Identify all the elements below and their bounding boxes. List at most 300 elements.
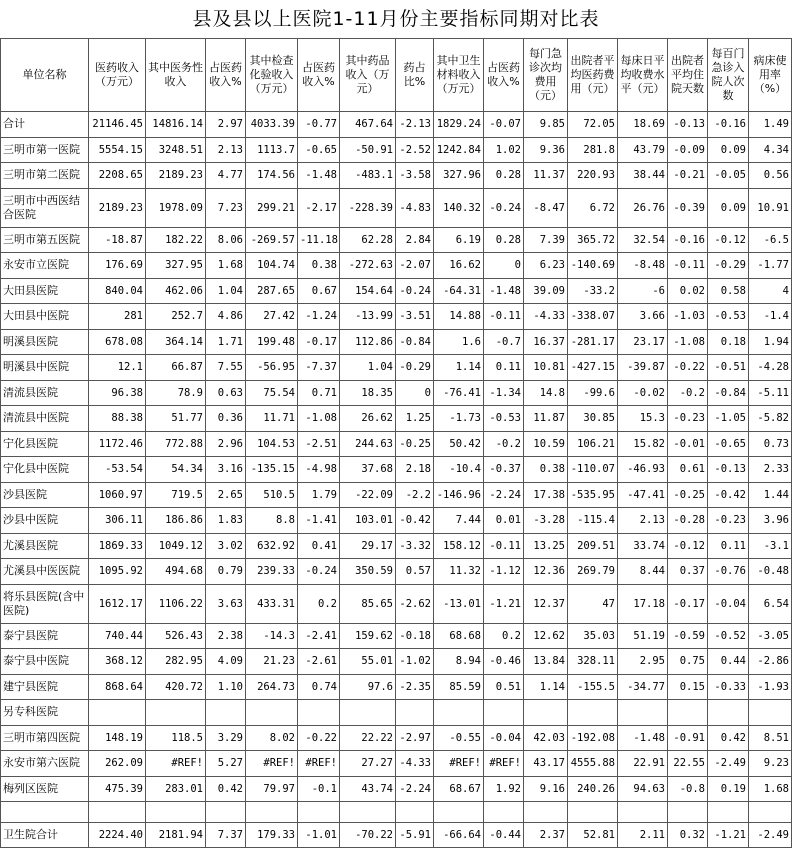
- value-cell: 209.51: [568, 533, 618, 559]
- value-cell: 8.94: [434, 649, 484, 675]
- value-cell: 5.27: [206, 751, 246, 777]
- value-cell: -0.65: [298, 137, 340, 163]
- value-cell: 368.12: [89, 649, 146, 675]
- value-cell: 7.55: [206, 355, 246, 381]
- value-cell: 264.73: [246, 674, 298, 700]
- unit-name: 永安市立医院: [1, 253, 89, 279]
- value-cell: 118.5: [146, 725, 206, 751]
- value-cell: -4.83: [396, 188, 434, 227]
- value-cell: 4.34: [749, 137, 792, 163]
- value-cell: -10.4: [434, 457, 484, 483]
- value-cell: 1.14: [434, 355, 484, 381]
- value-cell: -99.6: [568, 380, 618, 406]
- value-cell: -0.21: [668, 163, 708, 189]
- value-cell: -3.1: [749, 533, 792, 559]
- value-cell: 51.19: [618, 623, 668, 649]
- value-cell: -0.25: [668, 482, 708, 508]
- value-cell: [668, 700, 708, 726]
- value-cell: 740.44: [89, 623, 146, 649]
- column-header: 占医药收入%: [206, 39, 246, 112]
- table-row: [1, 751, 792, 777]
- value-cell: 4: [749, 278, 792, 304]
- value-cell: -3.05: [749, 623, 792, 649]
- value-cell: 27.42: [246, 304, 298, 330]
- empty-cell: [396, 802, 434, 823]
- table-row: [1, 533, 792, 559]
- table-row: [1, 559, 792, 585]
- empty-cell: [89, 802, 146, 823]
- value-cell: -2.49: [708, 751, 749, 777]
- value-cell: -1.48: [484, 278, 524, 304]
- table-row: [1, 623, 792, 649]
- value-cell: 3.29: [206, 725, 246, 751]
- value-cell: 7.39: [524, 227, 568, 253]
- value-cell: -0.16: [708, 112, 749, 138]
- value-cell: 1.04: [340, 355, 396, 381]
- value-cell: 23.17: [618, 329, 668, 355]
- value-cell: -3.58: [396, 163, 434, 189]
- comparison-table: [0, 38, 792, 848]
- value-cell: 6.19: [434, 227, 484, 253]
- value-cell: -1.08: [298, 406, 340, 432]
- value-cell: 0.44: [708, 649, 749, 675]
- value-cell: -1.48: [298, 163, 340, 189]
- value-cell: -0.09: [668, 137, 708, 163]
- value-cell: -192.08: [568, 725, 618, 751]
- value-cell: 420.72: [146, 674, 206, 700]
- column-header: 占医药收入%: [298, 39, 340, 112]
- value-cell: 2208.65: [89, 163, 146, 189]
- spacer-row: [1, 802, 792, 823]
- value-cell: -0.7: [484, 329, 524, 355]
- value-cell: -33.2: [568, 278, 618, 304]
- value-cell: 186.86: [146, 508, 206, 534]
- value-cell: 51.77: [146, 406, 206, 432]
- unit-name: 宁化县中医院: [1, 457, 89, 483]
- value-cell: 3.02: [206, 533, 246, 559]
- value-cell: 4555.88: [568, 751, 618, 777]
- value-cell: -0.13: [708, 457, 749, 483]
- empty-cell: [1, 802, 89, 823]
- value-cell: 10.59: [524, 431, 568, 457]
- value-cell: -272.63: [340, 253, 396, 279]
- value-cell: -70.22: [340, 823, 396, 848]
- value-cell: 433.31: [246, 584, 298, 623]
- value-cell: -146.96: [434, 482, 484, 508]
- value-cell: -2.62: [396, 584, 434, 623]
- value-cell: 0.61: [668, 457, 708, 483]
- value-cell: -0.52: [708, 623, 749, 649]
- value-cell: -0.05: [708, 163, 749, 189]
- value-cell: 47: [568, 584, 618, 623]
- value-cell: -1.34: [484, 380, 524, 406]
- value-cell: 21146.45: [89, 112, 146, 138]
- value-cell: #REF!: [246, 751, 298, 777]
- value-cell: 0.38: [298, 253, 340, 279]
- value-cell: -0.18: [396, 623, 434, 649]
- value-cell: 306.11: [89, 508, 146, 534]
- value-cell: -0.2: [668, 380, 708, 406]
- value-cell: -1.48: [618, 725, 668, 751]
- value-cell: -0.16: [668, 227, 708, 253]
- unit-name: 大田县中医院: [1, 304, 89, 330]
- value-cell: 4.86: [206, 304, 246, 330]
- table-row: [1, 482, 792, 508]
- value-cell: 104.74: [246, 253, 298, 279]
- value-cell: 281: [89, 304, 146, 330]
- value-cell: -11.18: [298, 227, 340, 253]
- table-row: [1, 700, 792, 726]
- value-cell: 262.09: [89, 751, 146, 777]
- value-cell: -0.8: [668, 776, 708, 802]
- value-cell: -0.2: [484, 431, 524, 457]
- value-cell: 14.8: [524, 380, 568, 406]
- value-cell: 1242.84: [434, 137, 484, 163]
- value-cell: 43.17: [524, 751, 568, 777]
- column-header: 每门急诊次均费用（元）: [524, 39, 568, 112]
- value-cell: 240.26: [568, 776, 618, 802]
- value-cell: -0.55: [434, 725, 484, 751]
- value-cell: 0.56: [749, 163, 792, 189]
- value-cell: -0.04: [708, 584, 749, 623]
- value-cell: 9.36: [524, 137, 568, 163]
- value-cell: [749, 700, 792, 726]
- value-cell: 3.16: [206, 457, 246, 483]
- unit-name: 三明市第五医院: [1, 227, 89, 253]
- value-cell: 68.68: [434, 623, 484, 649]
- value-cell: 97.6: [340, 674, 396, 700]
- empty-cell: [568, 802, 618, 823]
- value-cell: -0.11: [668, 253, 708, 279]
- value-cell: 0.42: [206, 776, 246, 802]
- value-cell: -8.47: [524, 188, 568, 227]
- column-header: 其中卫生材料收入（万元）: [434, 39, 484, 112]
- value-cell: -46.93: [618, 457, 668, 483]
- value-cell: 1095.92: [89, 559, 146, 585]
- value-cell: 0.71: [298, 380, 340, 406]
- value-cell: 364.14: [146, 329, 206, 355]
- value-cell: 719.5: [146, 482, 206, 508]
- empty-cell: [484, 802, 524, 823]
- value-cell: 0.58: [708, 278, 749, 304]
- value-cell: -1.77: [749, 253, 792, 279]
- value-cell: 21.23: [246, 649, 298, 675]
- value-cell: -483.1: [340, 163, 396, 189]
- value-cell: 1.71: [206, 329, 246, 355]
- value-cell: -135.15: [246, 457, 298, 483]
- value-cell: 1612.17: [89, 584, 146, 623]
- value-cell: 1.6: [434, 329, 484, 355]
- value-cell: 7.23: [206, 188, 246, 227]
- value-cell: -66.64: [434, 823, 484, 848]
- value-cell: -13.99: [340, 304, 396, 330]
- value-cell: 30.85: [568, 406, 618, 432]
- value-cell: 103.01: [340, 508, 396, 534]
- table-row: [1, 674, 792, 700]
- table-row: [1, 355, 792, 381]
- value-cell: 94.63: [618, 776, 668, 802]
- value-cell: -0.24: [396, 278, 434, 304]
- value-cell: 0.18: [708, 329, 749, 355]
- value-cell: 840.04: [89, 278, 146, 304]
- value-cell: 462.06: [146, 278, 206, 304]
- value-cell: 22.22: [340, 725, 396, 751]
- value-cell: 269.79: [568, 559, 618, 585]
- value-cell: 26.76: [618, 188, 668, 227]
- value-cell: 3.63: [206, 584, 246, 623]
- unit-name: 沙县中医院: [1, 508, 89, 534]
- value-cell: -1.73: [434, 406, 484, 432]
- value-cell: 2224.40: [89, 823, 146, 848]
- value-cell: 282.95: [146, 649, 206, 675]
- unit-name: 尤溪县中医医院: [1, 559, 89, 585]
- value-cell: 0.01: [484, 508, 524, 534]
- value-cell: 1869.33: [89, 533, 146, 559]
- value-cell: 510.5: [246, 482, 298, 508]
- value-cell: #REF!: [434, 751, 484, 777]
- table-row: [1, 457, 792, 483]
- value-cell: -4.98: [298, 457, 340, 483]
- value-cell: 0.63: [206, 380, 246, 406]
- value-cell: -0.53: [484, 406, 524, 432]
- empty-cell: [340, 802, 396, 823]
- value-cell: 2.33: [749, 457, 792, 483]
- value-cell: -1.12: [484, 559, 524, 585]
- empty-cell: [668, 802, 708, 823]
- column-header: 出院者平均医药费用（元）: [568, 39, 618, 112]
- value-cell: 17.38: [524, 482, 568, 508]
- value-cell: 3.96: [749, 508, 792, 534]
- value-cell: -140.69: [568, 253, 618, 279]
- value-cell: -228.39: [340, 188, 396, 227]
- value-cell: 1113.7: [246, 137, 298, 163]
- value-cell: -13.01: [434, 584, 484, 623]
- table-row: [1, 406, 792, 432]
- value-cell: 2.65: [206, 482, 246, 508]
- value-cell: 43.79: [618, 137, 668, 163]
- value-cell: 13.84: [524, 649, 568, 675]
- value-cell: 13.25: [524, 533, 568, 559]
- unit-name: 明溪县医院: [1, 329, 89, 355]
- value-cell: 526.43: [146, 623, 206, 649]
- value-cell: -0.25: [396, 431, 434, 457]
- value-cell: 85.65: [340, 584, 396, 623]
- empty-cell: [246, 802, 298, 823]
- value-cell: -2.41: [298, 623, 340, 649]
- column-header: 药占比%: [396, 39, 434, 112]
- table-row: [1, 278, 792, 304]
- value-cell: 0.67: [298, 278, 340, 304]
- value-cell: 0.73: [749, 431, 792, 457]
- value-cell: 6.23: [524, 253, 568, 279]
- value-cell: 2.38: [206, 623, 246, 649]
- value-cell: 0.11: [708, 533, 749, 559]
- value-cell: 1.02: [484, 137, 524, 163]
- value-cell: 55.01: [340, 649, 396, 675]
- value-cell: 220.93: [568, 163, 618, 189]
- value-cell: 35.03: [568, 623, 618, 649]
- value-cell: 96.38: [89, 380, 146, 406]
- value-cell: 8.06: [206, 227, 246, 253]
- value-cell: -22.09: [340, 482, 396, 508]
- value-cell: 475.39: [89, 776, 146, 802]
- value-cell: -5.11: [749, 380, 792, 406]
- column-header: 每百门急诊入院人次数: [708, 39, 749, 112]
- value-cell: 72.05: [568, 112, 618, 138]
- value-cell: 2.13: [618, 508, 668, 534]
- value-cell: 4033.39: [246, 112, 298, 138]
- value-cell: -0.59: [668, 623, 708, 649]
- table-row: [1, 329, 792, 355]
- value-cell: 10.91: [749, 188, 792, 227]
- value-cell: 1.68: [206, 253, 246, 279]
- value-cell: -5.91: [396, 823, 434, 848]
- empty-cell: [434, 802, 484, 823]
- value-cell: 1049.12: [146, 533, 206, 559]
- value-cell: -2.17: [298, 188, 340, 227]
- value-cell: 1060.97: [89, 482, 146, 508]
- value-cell: -0.1: [298, 776, 340, 802]
- value-cell: 12.62: [524, 623, 568, 649]
- value-cell: 0.19: [708, 776, 749, 802]
- value-cell: 1.10: [206, 674, 246, 700]
- value-cell: -0.12: [708, 227, 749, 253]
- value-cell: 8.02: [246, 725, 298, 751]
- value-cell: -2.24: [484, 482, 524, 508]
- value-cell: 0: [484, 253, 524, 279]
- value-cell: -0.23: [708, 508, 749, 534]
- value-cell: 467.64: [340, 112, 396, 138]
- value-cell: 37.68: [340, 457, 396, 483]
- value-cell: -0.02: [618, 380, 668, 406]
- value-cell: [396, 700, 434, 726]
- table-row: [1, 253, 792, 279]
- value-cell: -14.3: [246, 623, 298, 649]
- value-cell: -5.82: [749, 406, 792, 432]
- value-cell: -0.37: [484, 457, 524, 483]
- value-cell: 16.37: [524, 329, 568, 355]
- value-cell: -6.5: [749, 227, 792, 253]
- value-cell: 1.04: [206, 278, 246, 304]
- value-cell: #REF!: [484, 751, 524, 777]
- value-cell: -76.41: [434, 380, 484, 406]
- value-cell: 678.08: [89, 329, 146, 355]
- value-cell: 11.71: [246, 406, 298, 432]
- value-cell: -0.23: [668, 406, 708, 432]
- value-cell: -115.4: [568, 508, 618, 534]
- value-cell: 33.74: [618, 533, 668, 559]
- value-cell: 2181.94: [146, 823, 206, 848]
- value-cell: -427.15: [568, 355, 618, 381]
- table-row: [1, 776, 792, 802]
- value-cell: -2.35: [396, 674, 434, 700]
- value-cell: -0.48: [749, 559, 792, 585]
- value-cell: -50.91: [340, 137, 396, 163]
- value-cell: 79.97: [246, 776, 298, 802]
- value-cell: -1.08: [668, 329, 708, 355]
- value-cell: -269.57: [246, 227, 298, 253]
- value-cell: 27.27: [340, 751, 396, 777]
- value-cell: -0.01: [668, 431, 708, 457]
- table-row: [1, 584, 792, 623]
- value-cell: -0.84: [396, 329, 434, 355]
- value-cell: 4.77: [206, 163, 246, 189]
- value-cell: -2.51: [298, 431, 340, 457]
- value-cell: -2.97: [396, 725, 434, 751]
- value-cell: 11.37: [524, 163, 568, 189]
- value-cell: 0.79: [206, 559, 246, 585]
- value-cell: 1.92: [484, 776, 524, 802]
- value-cell: 158.12: [434, 533, 484, 559]
- value-cell: 2.96: [206, 431, 246, 457]
- value-cell: -338.07: [568, 304, 618, 330]
- value-cell: 1.83: [206, 508, 246, 534]
- value-cell: 252.7: [146, 304, 206, 330]
- value-cell: -4.33: [524, 304, 568, 330]
- value-cell: 0.32: [668, 823, 708, 848]
- value-cell: 327.95: [146, 253, 206, 279]
- value-cell: 42.03: [524, 725, 568, 751]
- value-cell: 0.74: [298, 674, 340, 700]
- value-cell: -0.22: [668, 355, 708, 381]
- value-cell: -2.52: [396, 137, 434, 163]
- value-cell: 11.32: [434, 559, 484, 585]
- value-cell: 0: [396, 380, 434, 406]
- value-cell: 68.67: [434, 776, 484, 802]
- value-cell: 2.13: [206, 137, 246, 163]
- empty-cell: [524, 802, 568, 823]
- value-cell: -2.2: [396, 482, 434, 508]
- value-cell: 0.09: [708, 188, 749, 227]
- unit-name: 泰宁县中医院: [1, 649, 89, 675]
- value-cell: -1.02: [396, 649, 434, 675]
- unit-name: 沙县医院: [1, 482, 89, 508]
- value-cell: -0.91: [668, 725, 708, 751]
- column-header: 其中检查化验收入（万元）: [246, 39, 298, 112]
- value-cell: -155.5: [568, 674, 618, 700]
- value-cell: -0.33: [708, 674, 749, 700]
- unit-name: 三明市第四医院: [1, 725, 89, 751]
- value-cell: -0.28: [668, 508, 708, 534]
- value-cell: 1.94: [749, 329, 792, 355]
- value-cell: [246, 700, 298, 726]
- value-cell: -0.76: [708, 559, 749, 585]
- value-cell: [340, 700, 396, 726]
- value-cell: -0.13: [668, 112, 708, 138]
- value-cell: -7.37: [298, 355, 340, 381]
- value-cell: [568, 700, 618, 726]
- value-cell: 0.36: [206, 406, 246, 432]
- value-cell: 350.59: [340, 559, 396, 585]
- value-cell: -3.28: [524, 508, 568, 534]
- value-cell: -1.24: [298, 304, 340, 330]
- value-cell: [89, 700, 146, 726]
- column-header: 其中药品收入（万元）: [340, 39, 396, 112]
- value-cell: -0.04: [484, 725, 524, 751]
- value-cell: 52.81: [568, 823, 618, 848]
- value-cell: 0.11: [484, 355, 524, 381]
- unit-name: 永安市第六医院: [1, 751, 89, 777]
- unit-name: 尤溪县医院: [1, 533, 89, 559]
- empty-cell: [298, 802, 340, 823]
- value-cell: 1172.46: [89, 431, 146, 457]
- value-cell: 66.87: [146, 355, 206, 381]
- value-cell: 0.57: [396, 559, 434, 585]
- value-cell: 159.62: [340, 623, 396, 649]
- table-body: [1, 112, 792, 848]
- table-row: [1, 188, 792, 227]
- value-cell: 2.18: [396, 457, 434, 483]
